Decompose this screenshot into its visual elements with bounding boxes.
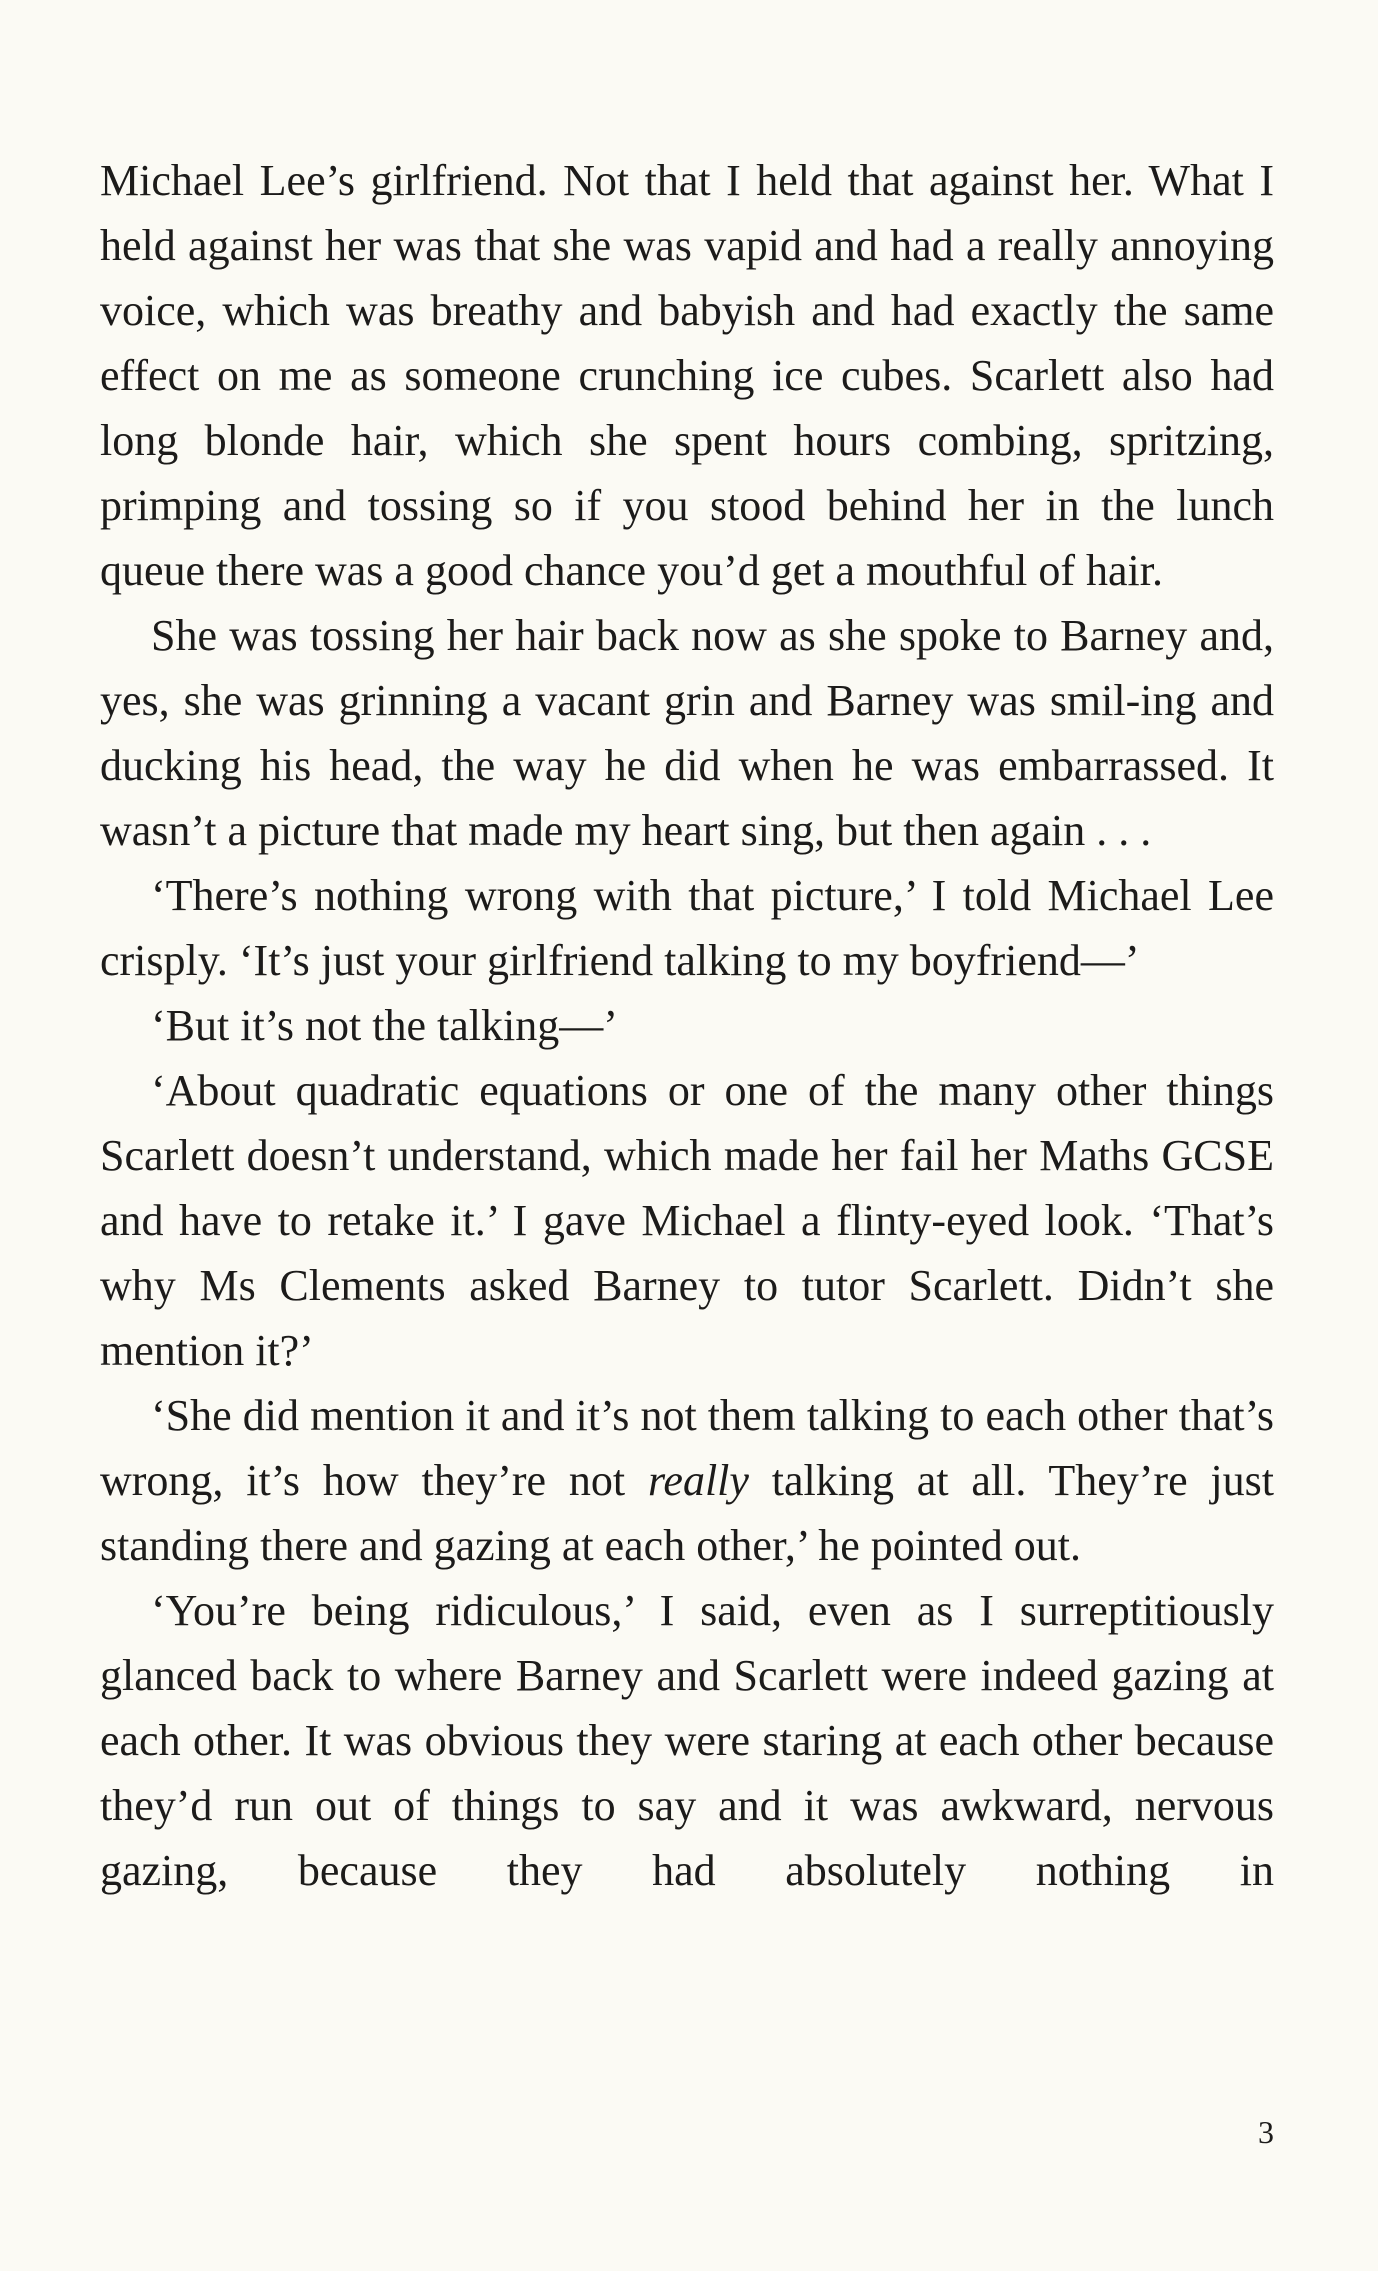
text-run: ‘But it’s not the talking—’ [151, 1001, 618, 1050]
text-run: ‘She did mention it and it’s not them talking to each other that’s wrong, it’s how they’re not [100, 1391, 1274, 1505]
text-run: Michael Lee’s girlfriend. Not that I held that against her. What I held against her was that she was vapid and had a really annoying voice, which was breathy and babyish and had exactly the same effect on me as someone crunching ice cubes. Scarlett also had long blonde hair, which she spent hours combing, spritzing, primping and tossing so if you stood behind her in the lunch queue there was a good chance you’d get a mouthful of hair. [100, 156, 1274, 595]
italic-text: really [647, 1456, 749, 1505]
paragraph [100, 148, 1274, 603]
body-text [100, 148, 1274, 1903]
page-number: 3 [1258, 2114, 1274, 2150]
paragraph [100, 603, 1274, 863]
paragraph [100, 993, 1274, 1058]
text-run: talking at all. They’re just standing there and gazing at each other,’ he pointed out. [100, 1456, 1275, 1570]
text-run: ‘About quadratic equations or one of the many other things Scarlett doesn’t understand, which made her fail her Maths GCSE and have to retake it.’ I gave Michael a flinty-eyed look. ‘That’s why Ms Clements asked Barney to tutor Scarlett. Didn’t she mention it?’ [100, 1066, 1274, 1375]
text-run: ‘There’s nothing wrong with that picture,’ I told Michael Lee crisply. ‘It’s just your girlfriend talking to my boyfriend—’ [100, 871, 1274, 985]
text-run: ‘You’re being ridiculous,’ I said, even as I surreptitiously glanced back to where Barney and Scarlett were indeed gazing at each other. It was obvious they were staring at each other because they’d run out of things to say and it was awkward, nervous gazing, because they had absolutely nothing in [100, 1586, 1274, 1895]
paragraph [100, 1383, 1274, 1578]
text-run: She was tossing her hair back now as she spoke to Barney and, yes, she was grinning a vacant grin and Barney was smil-ing and ducking his head, the way he did when he was embarrassed. It wasn’t a picture that made my heart sing, but then again . . . [100, 611, 1274, 855]
paragraph [100, 863, 1274, 993]
paragraph [100, 1058, 1274, 1383]
paragraph [100, 1578, 1274, 1903]
